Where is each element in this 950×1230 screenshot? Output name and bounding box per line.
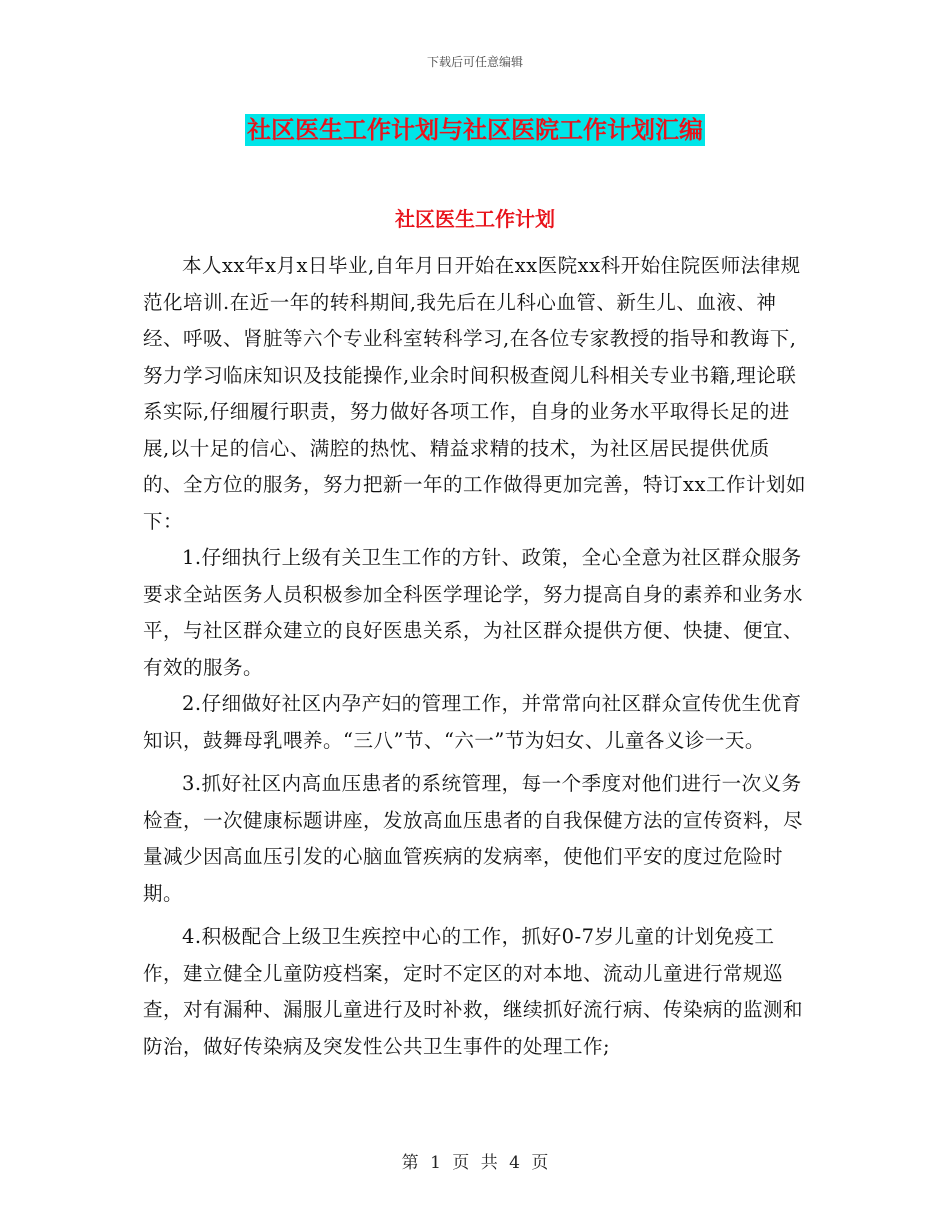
- document-body: [143, 248, 806, 1065]
- document-main-title: 社区医生工作计划与社区医院工作计划汇编: [247, 115, 703, 144]
- paragraph-item-2: 2.仔细做好社区内孕产妇的管理工作，并常常向社区群众宣传优生优育知识，鼓舞母乳喂养。“三八”节、“六一”节为妇女、儿童各义诊一天。: [143, 692, 802, 752]
- paragraph-item-4: 4.积极配合上级卫生疾控中心的工作，抓好0-7岁儿童的计划免疫工作，建立健全儿童防疫档案，定时不定区的对本地、流动儿童进行常规巡查，对有漏种、漏服儿童进行及时补救，继续抓好流行病、传染病的监测和防治，做好传染病及突发性公共卫生事件的处理工作;: [143, 925, 804, 1058]
- paragraph-item-1: 1.仔细执行上级有关卫生工作的方针、政策，全心全意为社区群众服务要求全站医务人员积极参加全科医学理论学，努力提高自身的素养和业务水平，与社区群众建立的良好医患关系，为社区群众提供方便、快捷、便宜、有效的服务。: [143, 546, 804, 679]
- paragraph-intro: 本人xx年x月x日毕业,自年月日开始在xx医院xx科开始住院医师法律规范化培训.在近一年的转科期间,我先后在儿科心血管、新生儿、血液、神经、呼吸、肾脏等六个专业科室转科学习,在各位专家教授的指导和教诲下,努力学习临床知识及技能操作,业余时间积极查阅儿科相关专业书籍,理论联系实际,仔细履行职责，努力做好各项工作，自身的业务水平取得长足的进展,以十足的信心、满腔的热忱、精益求精的技术，为社区居民提供优质的、全方位的服务，努力把新一年的工作做得更加完善，特订xx工作计划如下：: [143, 254, 806, 533]
- paragraph-item-3: 3.抓好社区内高血压患者的系统管理，每一个季度对他们进行一次义务检查，一次健康标题讲座，发放高血压患者的自我保健方法的宣传资料，尽量减少因高血压引发的心脑血管疾病的发病率，使他们平安的度过危险时期。: [143, 772, 804, 905]
- section-title: 社区医生工作计划: [395, 207, 555, 231]
- main-title-container: [0, 114, 950, 146]
- page-header-note: 下载后可任意编辑: [426, 55, 523, 69]
- page-footer-number: 第 1 页 共 4 页: [401, 1153, 549, 1173]
